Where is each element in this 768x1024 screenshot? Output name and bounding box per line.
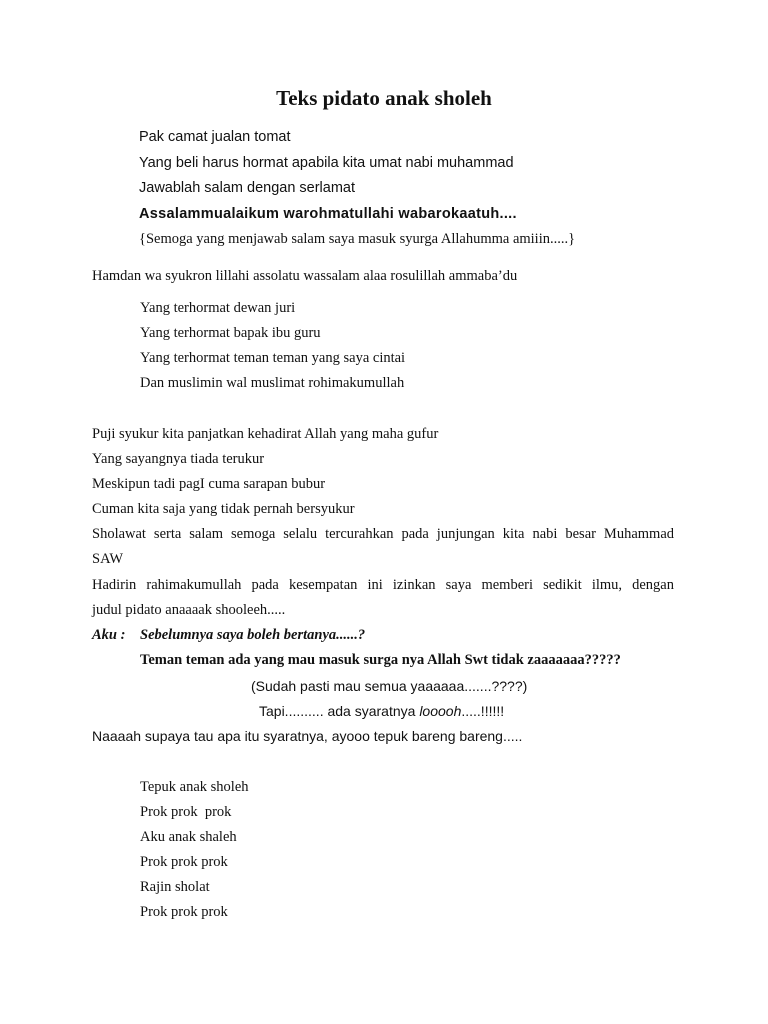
tepuk-line: Rajin sholat xyxy=(140,879,210,895)
tapi-emphasis: looooh xyxy=(419,703,462,719)
tepuk-line: Prok prok prok xyxy=(140,904,228,920)
surga-question: Teman teman ada yang mau masuk surga nya Allah Swt tidak zaaaaaaa????? xyxy=(140,652,621,668)
sholawat-line-end: SAW xyxy=(92,551,124,567)
salam-line: Assalammualaikum warohmatullahi wabarokaatuh.... xyxy=(139,206,517,222)
document-title: Teks pidato anak sholeh xyxy=(276,86,492,110)
tepuk-line: Aku anak shaleh xyxy=(140,829,237,845)
hamdan-line: Hamdan wa syukron lillahi assolatu wassalam alaa rosulillah ammaba’du xyxy=(92,268,518,284)
opening-line: Yang beli harus hormat apabila kita umat nabi muhammad xyxy=(139,155,514,171)
greeting-line: Yang terhormat dewan juri xyxy=(140,300,296,316)
tapi-text: Tapi.......... ada syaratnya xyxy=(259,703,420,719)
greeting-line: Yang terhormat teman teman yang saya cintai xyxy=(140,350,406,366)
naaaah-line: Naaaah supaya tau apa itu syaratnya, ayooo tepuk bareng bareng..... xyxy=(92,728,523,744)
opening-line: Pak camat jualan tomat xyxy=(139,129,291,145)
body-line: Puji syukur kita panjatkan kehadirat Allah yang maha gufur xyxy=(92,426,439,442)
speaker-question: Sebelumnya saya boleh bertanya......? xyxy=(140,627,366,643)
hadirin-line: Hadirin rahimakumullah pada kesempatan ini izinkan saya memberi sedikit ilmu, dengan xyxy=(92,577,674,593)
answer-line: (Sudah pasti mau semua yaaaaaa.......????) xyxy=(251,678,528,694)
tepuk-line: Prok prok prok xyxy=(140,804,232,820)
speaker-label: Aku : xyxy=(92,627,126,643)
greeting-line: Yang terhormat bapak ibu guru xyxy=(140,325,321,341)
opening-note: {Semoga yang menjawab salam saya masuk syurga Allahumma amiiin.....} xyxy=(139,231,576,247)
hadirin-line-end: judul pidato anaaaak shooleeh..... xyxy=(92,602,286,618)
sholawat-line: Sholawat serta salam semoga selalu tercurahkan pada junjungan kita nabi besar Muhammad xyxy=(92,526,674,542)
tapi-end: .....!!!!!! xyxy=(461,703,505,719)
body-line: Cuman kita saja yang tidak pernah bersyukur xyxy=(92,501,355,517)
tepuk-line: Prok prok prok xyxy=(140,854,228,870)
tepuk-line: Tepuk anak sholeh xyxy=(140,779,249,795)
tapi-line xyxy=(259,701,504,721)
greeting-line: Dan muslimin wal muslimat rohimakumullah xyxy=(140,375,405,391)
body-line: Yang sayangnya tiada terukur xyxy=(92,451,265,467)
opening-line: Jawablah salam dengan serlamat xyxy=(139,180,356,196)
body-line: Meskipun tadi pagI cuma sarapan bubur xyxy=(92,476,326,492)
